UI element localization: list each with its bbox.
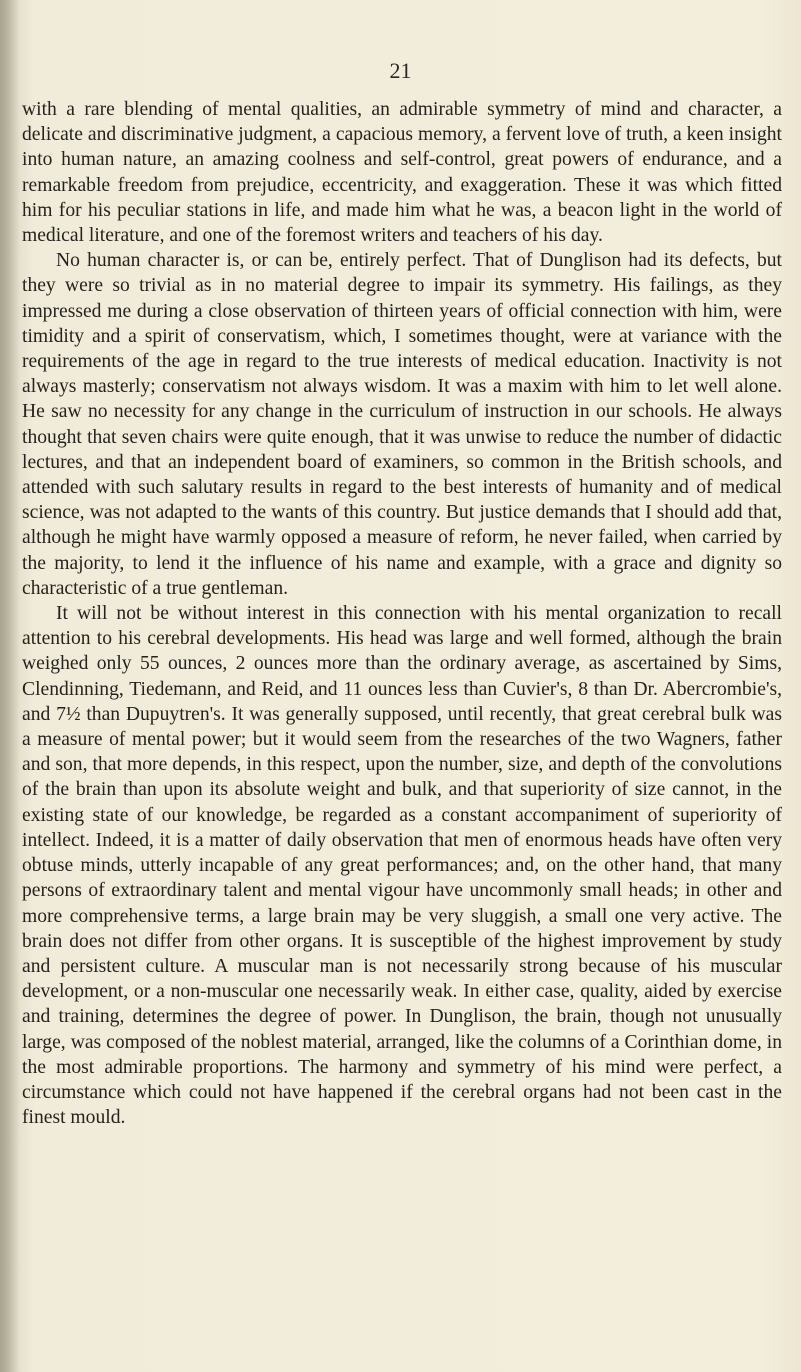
body-text [22, 97, 782, 1130]
paragraph-1: with a rare blending of mental qualities, an admirable symmetry of mind and character, a delicate and discriminative judgment, a capacious memory, a fervent love of truth, a keen insight into human nature, an amazing coolness and self-control, great powers of endurance, and a remarkable freedom from prejudice, eccentricity, and exaggeration. These it was which fitted him for his peculiar stations in life, and made him what he was, a beacon light in the world of medical literature, and one of the foremost writers and teachers of his day. [22, 99, 782, 247]
paragraph-3: It will not be without interest in this connection with his mental organization to recall attention to his cerebral developments. His head was large and well formed, although the brain weighed only 55 ounces, 2 ounces more than the ordinary average, as ascertained by Sims, Clendinning, Tiedemann, and Reid, and 11 ounces less than Cuvier's, 8 than Dr. Abercrombie's, and 7½ than Dupuytren's. It was generally supposed, until recently, that great cerebral bulk was a measure of mental power; but it would seem from the researches of the two Wagners, father and son, that more depends, in this respect, upon the number, size, and depth of the convolutions of the brain than upon its absolute weight and bulk, and that superiority of size cannot, in the existing state of our knowledge, be regarded as a constant accompaniment of superiority of intellect. Indeed, it is a matter of daily observation that men of enormous heads have often very obtuse minds, utterly incapable of any great performances; and, on the other hand, that many persons of extraordinary talent and mental vigour have uncommonly small heads; in other and more comprehensive terms, a large brain may be very sluggish, a small one very active. The brain does not differ from other organs. It is susceptible of the highest improvement by study and persistent culture. A muscular man is not necessarily strong because of his muscular development, or a non-muscular one necessarily weak. In either case, quality, aided by exercise and training, determines the degree of power. In Dunglison, the brain, though not unusually large, was composed of the noblest material, arranged, like the columns of a Corinthian dome, in the most admirable proportions. The harmony and symmetry of his mind were perfect, a circumstance which could not have happened if the cerebral organs had not been cast in the finest mould. [22, 603, 782, 1129]
spine-shadow [0, 0, 20, 1372]
paragraph-2: No human character is, or can be, entirely perfect. That of Dunglison had its defects, but they were so trivial as in no material degree to impair its symmetry. His failings, as they impressed me during a close observation of thirteen years of official connection with him, were timidity and a spirit of conservatism, which, I sometimes thought, were at variance with the requirements of the age in regard to the true interests of medical education. Inactivity is not always masterly; conservatism not always wisdom. It was a maxim with him to let well alone. He saw no necessity for any change in the curriculum of instruction in our schools. He always thought that seven chairs were quite enough, that it was unwise to reduce the number of didactic lectures, and that an independent board of examiners, so common in the British schools, and attended with such salutary results in regard to the best interests of humanity and of medical science, was not adapted to the wants of this country. But justice demands that I should add that, although he might have warmly opposed a measure of reform, he never failed, when carried by the majority, to lend it the influence of his name and example, with a grace and dignity so characteristic of a true gentleman. [22, 250, 782, 599]
page-number: 21 [389, 58, 412, 83]
